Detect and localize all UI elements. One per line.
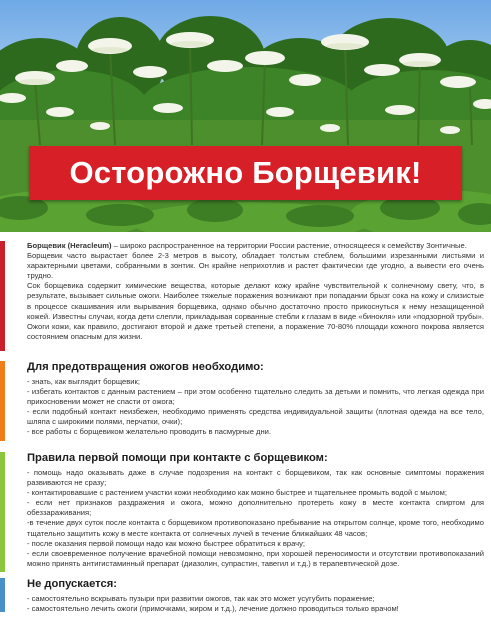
intro-paragraph: Борщевик (Heracleum) – широко распространенное на территории России растение, относящееся к семейству Зонтичные. — [27, 241, 467, 250]
intro-paragraph: Сок борщевика содержит химические вещества, которые делают кожу крайне чувствительной к солнечному свету, что, в результате, вызывает сильные ожоги. Наиболее тяжелые поражения возникают при попадании брызг сока на кожу и слизистые в процессе скашивания или вырывания борщевика, однако обычно достаточно просто прикоснуться к нему незащищенной кожей. Известны случаи, когда дети слепли, прикладывая сорванные стебли к глазам в виде «бинокля» или «подзорной трубы». Ожоги кожи, как правило, достигают второй и даже третьей степени, а поражение 70-80% площади кожного покрова является состоянием опасным для жизни. — [27, 281, 484, 341]
list-item: - после оказания первой помощи надо как можно быстрее обратиться к врачу; — [27, 538, 305, 548]
prohibited-section — [0, 578, 491, 616]
list-item: - контактировавшие с растением участки кожи необходимо как можно быстрее и тщательнее промыть водой с мылом; — [27, 488, 447, 498]
hero-photo — [0, 0, 491, 232]
content-area — [0, 232, 491, 617]
list-item: - все работы с борщевиком желательно проводить в пасмурные дни. — [27, 427, 272, 437]
page-title: Осторожно Борщевик! — [69, 155, 422, 190]
first-aid-section — [0, 452, 491, 574]
section-bar-green — [0, 452, 5, 572]
prevention-heading: Для предотвращения ожогов необходимо: — [27, 361, 264, 373]
title-banner — [29, 146, 462, 200]
section-bar-orange — [0, 361, 5, 441]
list-item: - если нет признаков раздражения и ожога, можно дополнительно протереть кожу в месте контакта спиртом для обеззараживания; — [27, 498, 484, 518]
list-item: - помощь надо оказывать даже в случае подозрения на контакт с борщевиком, так как основные симптомы поражения развиваются не сразу; — [27, 468, 484, 488]
list-item: - самостоятельно вскрывать пузыри при развитии ожогов, так как это может усугубить поражение; — [27, 594, 375, 603]
plant-name: Борщевик (Heracleum) — [27, 241, 112, 250]
list-item: - самостоятельно лечить ожоги (примочками, жиром и т.д.), лечение должно проводиться только врачом! — [27, 604, 399, 614]
section-bar-blue — [0, 578, 5, 612]
prevention-section — [0, 361, 491, 448]
list-item: - знать, как выглядит борщевик; — [27, 377, 140, 386]
first-aid-heading: Правила первой помощи при контакте с борщевиком: — [27, 452, 328, 464]
list-item: - если своевременное получение врачебной помощи невозможно, при хорошей переносимости и отсутствии противопоказаний можно принять антигистаминный препарат (диазолин, супрастин, тавегил и т.д.) в терапевтической дозе. — [27, 548, 484, 568]
list-item: - если подобный контакт неизбежен, необходимо применять средства индивидуальной защиты (плотная одежда на все тело, шляпа с широкими полями, перчатки, очки); — [27, 407, 484, 427]
list-item: - избегать контактов с данным растением – при этом особенно тщательно следить за детьми и помнить, что легкая одежда при прикосновении может не спасти от ожога; — [27, 387, 484, 407]
intro-text — [27, 241, 484, 342]
intro-paragraph: Борщевик часто вырастает более 2-3 метров в высоту, обладает толстым стеблем, большими изрезанными листьями и характерными цветами, собранными в зонтик. Он крайне неприхотлив и растет фактически где угодно, а вывести его очень трудно. — [27, 251, 484, 281]
prohibited-heading: Не допускается: — [27, 578, 117, 590]
intro-section — [0, 241, 491, 351]
list-item: -в течение двух суток после контакта с борщевиком противопоказано пребывание на открытом солнце, кроме того, необходимо тщательно защитить кожу в месте контакта от солнечных лучей в течение ближайших 48 часов; — [27, 518, 484, 538]
section-bar-red — [0, 241, 5, 351]
